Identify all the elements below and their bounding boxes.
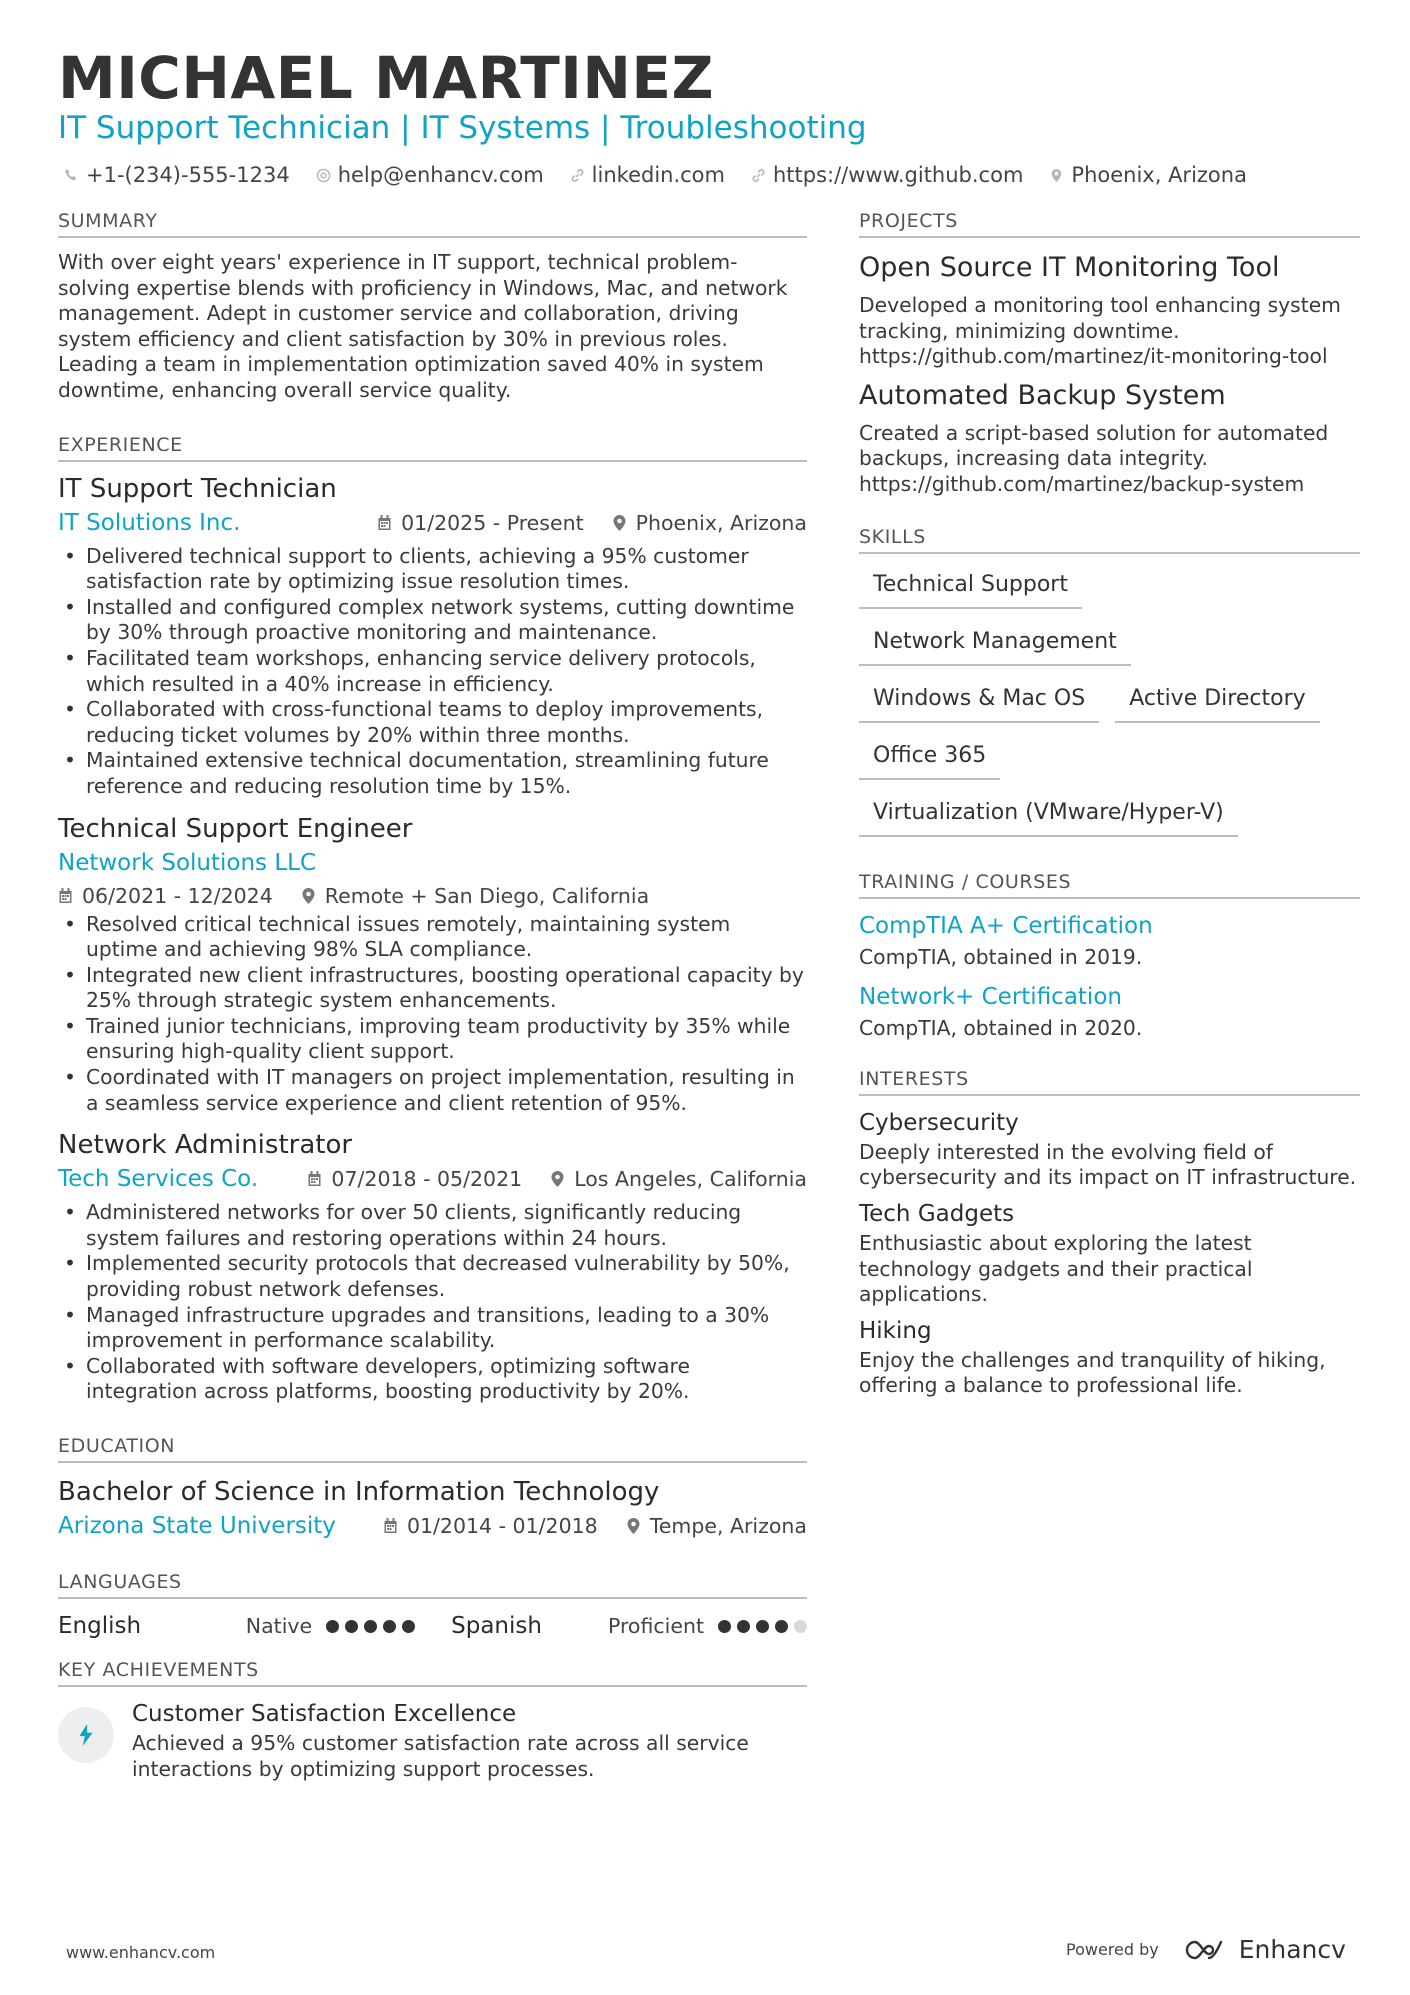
job-bullets xyxy=(58,912,807,1117)
achievement-icon-badge xyxy=(58,1707,114,1763)
job-location-text: Remote + San Diego, California xyxy=(324,883,650,908)
job-entry xyxy=(58,814,807,1117)
achievement-body xyxy=(132,1701,807,1782)
right-column xyxy=(859,210,1360,1399)
education-meta-right xyxy=(383,1514,807,1538)
job-dates-text: 06/2021 - 12/2024 xyxy=(82,883,273,908)
contact-bar xyxy=(64,163,1247,187)
map-pin-icon xyxy=(1049,168,1064,183)
interest-item xyxy=(859,1318,1360,1399)
job-meta-right xyxy=(377,511,807,535)
project-link[interactable]: https://github.com/martinez/it-monitoring-tool xyxy=(859,344,1328,369)
job-location xyxy=(550,1167,807,1191)
interest-item xyxy=(859,1201,1360,1308)
company-name: Tech Services Co. xyxy=(58,1166,259,1193)
education-dates-text: 01/2014 - 01/2018 xyxy=(406,1514,598,1538)
job-entry xyxy=(58,474,807,800)
summary-section xyxy=(58,210,807,404)
languages-heading: LANGUAGES xyxy=(58,1571,807,1599)
at-icon xyxy=(316,168,331,183)
interest-title: Hiking xyxy=(859,1317,932,1344)
education-dates xyxy=(383,1514,598,1538)
skill-tag: Virtualization (VMware/Hyper-V) xyxy=(859,796,1238,837)
rating-dot-filled xyxy=(326,1620,339,1633)
education-meta xyxy=(58,1513,807,1539)
email-text: help@enhancv.com xyxy=(337,163,544,187)
link-icon xyxy=(570,168,585,183)
job-dates xyxy=(377,511,584,535)
brand-name: Enhancv xyxy=(1238,1935,1346,1964)
skills-heading: SKILLS xyxy=(859,526,1360,554)
footer-branding xyxy=(1066,1935,1346,1964)
skill-tag: Windows & Mac OS xyxy=(859,682,1099,723)
interests-heading: INTERESTS xyxy=(859,1068,1360,1096)
interest-text: Enjoy the challenges and tranquility of hiking, offering a balance to professional life. xyxy=(859,1347,1326,1398)
training-section xyxy=(859,871,1360,1042)
experience-heading: EXPERIENCE xyxy=(58,434,807,462)
link-icon xyxy=(751,168,766,183)
list-item: • Coordinated with IT managers on project implementation, resulting in a seamless service experience and client retention of 95%. xyxy=(58,1065,807,1116)
language-level: Native xyxy=(245,1614,313,1638)
job-dates-text: 07/2018 - 05/2021 xyxy=(331,1167,523,1192)
project-title: Open Source IT Monitoring Tool xyxy=(859,252,1280,283)
education-location xyxy=(626,1514,807,1538)
education-location-text: Tempe, Arizona xyxy=(649,1514,807,1538)
course-item xyxy=(859,913,1360,971)
list-item: • Integrated new client infrastructures, boosting operational capacity by 25% through strategic system enhancements. xyxy=(58,963,807,1014)
contact-linkedin[interactable] xyxy=(570,163,725,187)
language-level: Proficient xyxy=(607,1614,704,1638)
map-pin-icon xyxy=(612,515,627,531)
projects-heading: PROJECTS xyxy=(859,210,1360,238)
bolt-icon xyxy=(77,1724,95,1746)
phone-text: +1-(234)-555-1234 xyxy=(86,163,290,187)
list-item: • Installed and configured complex network systems, cutting downtime by 30% through proactive monitoring and maintenance. xyxy=(58,595,807,646)
summary-heading: SUMMARY xyxy=(58,210,807,238)
projects-section xyxy=(859,210,1360,498)
job-bullets xyxy=(58,544,807,800)
course-text: CompTIA, obtained in 2020. xyxy=(859,1016,1143,1041)
list-item: • Delivered technical support to clients, achieving a 95% customer satisfaction rate by optimizing issue resolution times. xyxy=(58,544,807,595)
rating-dot-filled xyxy=(345,1620,358,1633)
list-item: • Managed infrastructure upgrades and transitions, leading to a 30% improvement in performance scalability. xyxy=(58,1303,807,1354)
list-item: • Implemented security protocols that decreased vulnerability by 50%, providing robust network defenses. xyxy=(58,1251,807,1302)
list-item: • Administered networks for over 50 clients, significantly reducing system failures and restoring operations within 24 hours. xyxy=(58,1200,807,1251)
job-title: Network Administrator xyxy=(58,1130,353,1161)
job-location xyxy=(612,511,807,535)
job-meta xyxy=(58,510,807,536)
project-item xyxy=(859,252,1360,370)
language-rating xyxy=(718,1620,807,1633)
language-name: English xyxy=(58,1613,142,1639)
map-pin-icon xyxy=(301,888,316,904)
powered-by-label: Powered by xyxy=(1066,1940,1159,1959)
skills-section xyxy=(859,526,1360,837)
job-dates-text: 01/2025 - Present xyxy=(401,510,584,535)
skills-list xyxy=(859,568,1360,837)
rating-dot-filled xyxy=(402,1620,415,1633)
degree-title: Bachelor of Science in Information Technology xyxy=(58,1477,660,1507)
rating-dot-filled xyxy=(718,1620,731,1633)
calendar-icon xyxy=(307,1171,322,1187)
calendar-icon xyxy=(383,1518,398,1534)
list-item: • Facilitated team workshops, enhancing service delivery protocols, which resulted in a 40% increase in efficiency. xyxy=(58,646,807,697)
course-title: Network+ Certification xyxy=(859,984,1122,1011)
languages-row xyxy=(58,1613,807,1639)
calendar-icon xyxy=(58,888,73,904)
job-title: IT Support Technician xyxy=(58,473,337,504)
list-item: • Collaborated with software developers, optimizing software integration across platforms, boosting productivity by 20%. xyxy=(58,1354,807,1405)
candidate-headline: IT Support Technician | IT Systems | Troubleshooting xyxy=(58,110,867,146)
rating-dot-filled xyxy=(756,1620,769,1633)
project-link[interactable]: https://github.com/martinez/backup-system xyxy=(859,471,1305,496)
job-meta xyxy=(58,884,807,908)
phone-icon xyxy=(64,168,79,183)
job-location-text: Phoenix, Arizona xyxy=(635,510,807,535)
interest-title: Tech Gadgets xyxy=(859,1200,1015,1227)
list-item: • Resolved critical technical issues remotely, maintaining system uptime and achieving 98% SLA compliance. xyxy=(58,912,807,963)
job-dates xyxy=(307,1167,522,1191)
candidate-name: MICHAEL MARTINEZ xyxy=(58,44,715,112)
training-heading: TRAINING / COURSES xyxy=(859,871,1360,899)
company-name: Network Solutions LLC xyxy=(58,849,317,876)
interest-text: Enthusiastic about exploring the latest technology gadgets and their practical applications. xyxy=(859,1230,1253,1307)
rating-dot-empty xyxy=(794,1620,807,1633)
calendar-icon xyxy=(377,515,392,531)
footer-website[interactable]: www.enhancv.com xyxy=(66,1943,216,1962)
rating-dot-filled xyxy=(775,1620,788,1633)
left-column xyxy=(58,210,807,1782)
project-text: Developed a monitoring tool enhancing system tracking, minimizing downtime. xyxy=(859,293,1341,343)
project-title: Automated Backup System xyxy=(859,379,1226,411)
summary-text: With over eight years' experience in IT support, technical problem-solving expertise blends with proficiency in Windows, Mac, and network management. Adept in customer service and collaboration, driving system efficiency and client satisfaction by 30% in previous roles. Leading a team in implementation optimization saved 40% in system downtime, enhancing overall service quality. xyxy=(58,250,788,402)
achievements-section xyxy=(58,1659,807,1782)
achievements-heading: KEY ACHIEVEMENTS xyxy=(58,1659,807,1687)
experience-section xyxy=(58,434,807,1405)
website-text: https://www.github.com xyxy=(772,163,1024,187)
job-location-text: Los Angeles, California xyxy=(574,1167,807,1192)
education-heading: EDUCATION xyxy=(58,1435,807,1463)
skill-tag: Network Management xyxy=(859,625,1131,666)
job-meta-right xyxy=(307,1167,807,1191)
list-item: • Maintained extensive technical documentation, streamlining future reference and reducing resolution time by 15%. xyxy=(58,748,807,799)
job-dates xyxy=(58,884,273,908)
course-text: CompTIA, obtained in 2019. xyxy=(859,944,1143,969)
skill-tag: Active Directory xyxy=(1115,682,1319,723)
location-text: Phoenix, Arizona xyxy=(1071,163,1247,187)
skill-tag: Technical Support xyxy=(859,568,1082,609)
brand-logo[interactable] xyxy=(1183,1935,1346,1964)
company-name: IT Solutions Inc. xyxy=(58,509,241,536)
map-pin-icon xyxy=(550,1171,565,1187)
job-location xyxy=(301,884,649,908)
rating-dot-filled xyxy=(383,1620,396,1633)
linkedin-text: linkedin.com xyxy=(591,163,725,187)
enhancv-logo-icon xyxy=(1183,1938,1229,1962)
map-pin-icon xyxy=(626,1518,641,1534)
achievement-title: Customer Satisfaction Excellence xyxy=(132,1701,517,1727)
contact-website[interactable] xyxy=(751,163,1023,187)
project-item xyxy=(859,380,1360,498)
interest-item xyxy=(859,1110,1360,1191)
contact-location xyxy=(1049,163,1247,187)
school-name: Arizona State University xyxy=(58,1513,336,1539)
job-meta xyxy=(58,1166,807,1192)
language-name: Spanish xyxy=(451,1613,542,1639)
interests-section xyxy=(859,1068,1360,1399)
interest-text: Deeply interested in the evolving field of cybersecurity and its impact on IT infrastructure. xyxy=(859,1139,1357,1190)
list-item: • Trained junior technicians, improving team productivity by 35% while ensuring high-quality client support. xyxy=(58,1014,807,1065)
skill-tag: Office 365 xyxy=(859,739,1000,780)
course-title: CompTIA A+ Certification xyxy=(859,912,1153,939)
job-bullets xyxy=(58,1200,807,1405)
job-entry xyxy=(58,1130,807,1405)
language-rating xyxy=(326,1620,415,1633)
contact-email[interactable] xyxy=(316,163,544,187)
course-item xyxy=(859,984,1360,1042)
project-text: Created a script-based solution for automated backups, increasing data integrity. xyxy=(859,420,1329,471)
rating-dot-filled xyxy=(364,1620,377,1633)
achievement-item xyxy=(58,1701,807,1782)
list-item: • Collaborated with cross-functional teams to deploy improvements, reducing ticket volumes by 20% within three months. xyxy=(58,697,807,748)
rating-dot-filled xyxy=(737,1620,750,1633)
interest-title: Cybersecurity xyxy=(859,1109,1019,1136)
languages-section xyxy=(58,1571,807,1639)
education-section xyxy=(58,1435,807,1539)
contact-phone[interactable] xyxy=(64,163,290,187)
job-title: Technical Support Engineer xyxy=(58,813,413,844)
achievement-text: Achieved a 95% customer satisfaction rate across all service interactions by optimizing support processes. xyxy=(132,1731,749,1781)
